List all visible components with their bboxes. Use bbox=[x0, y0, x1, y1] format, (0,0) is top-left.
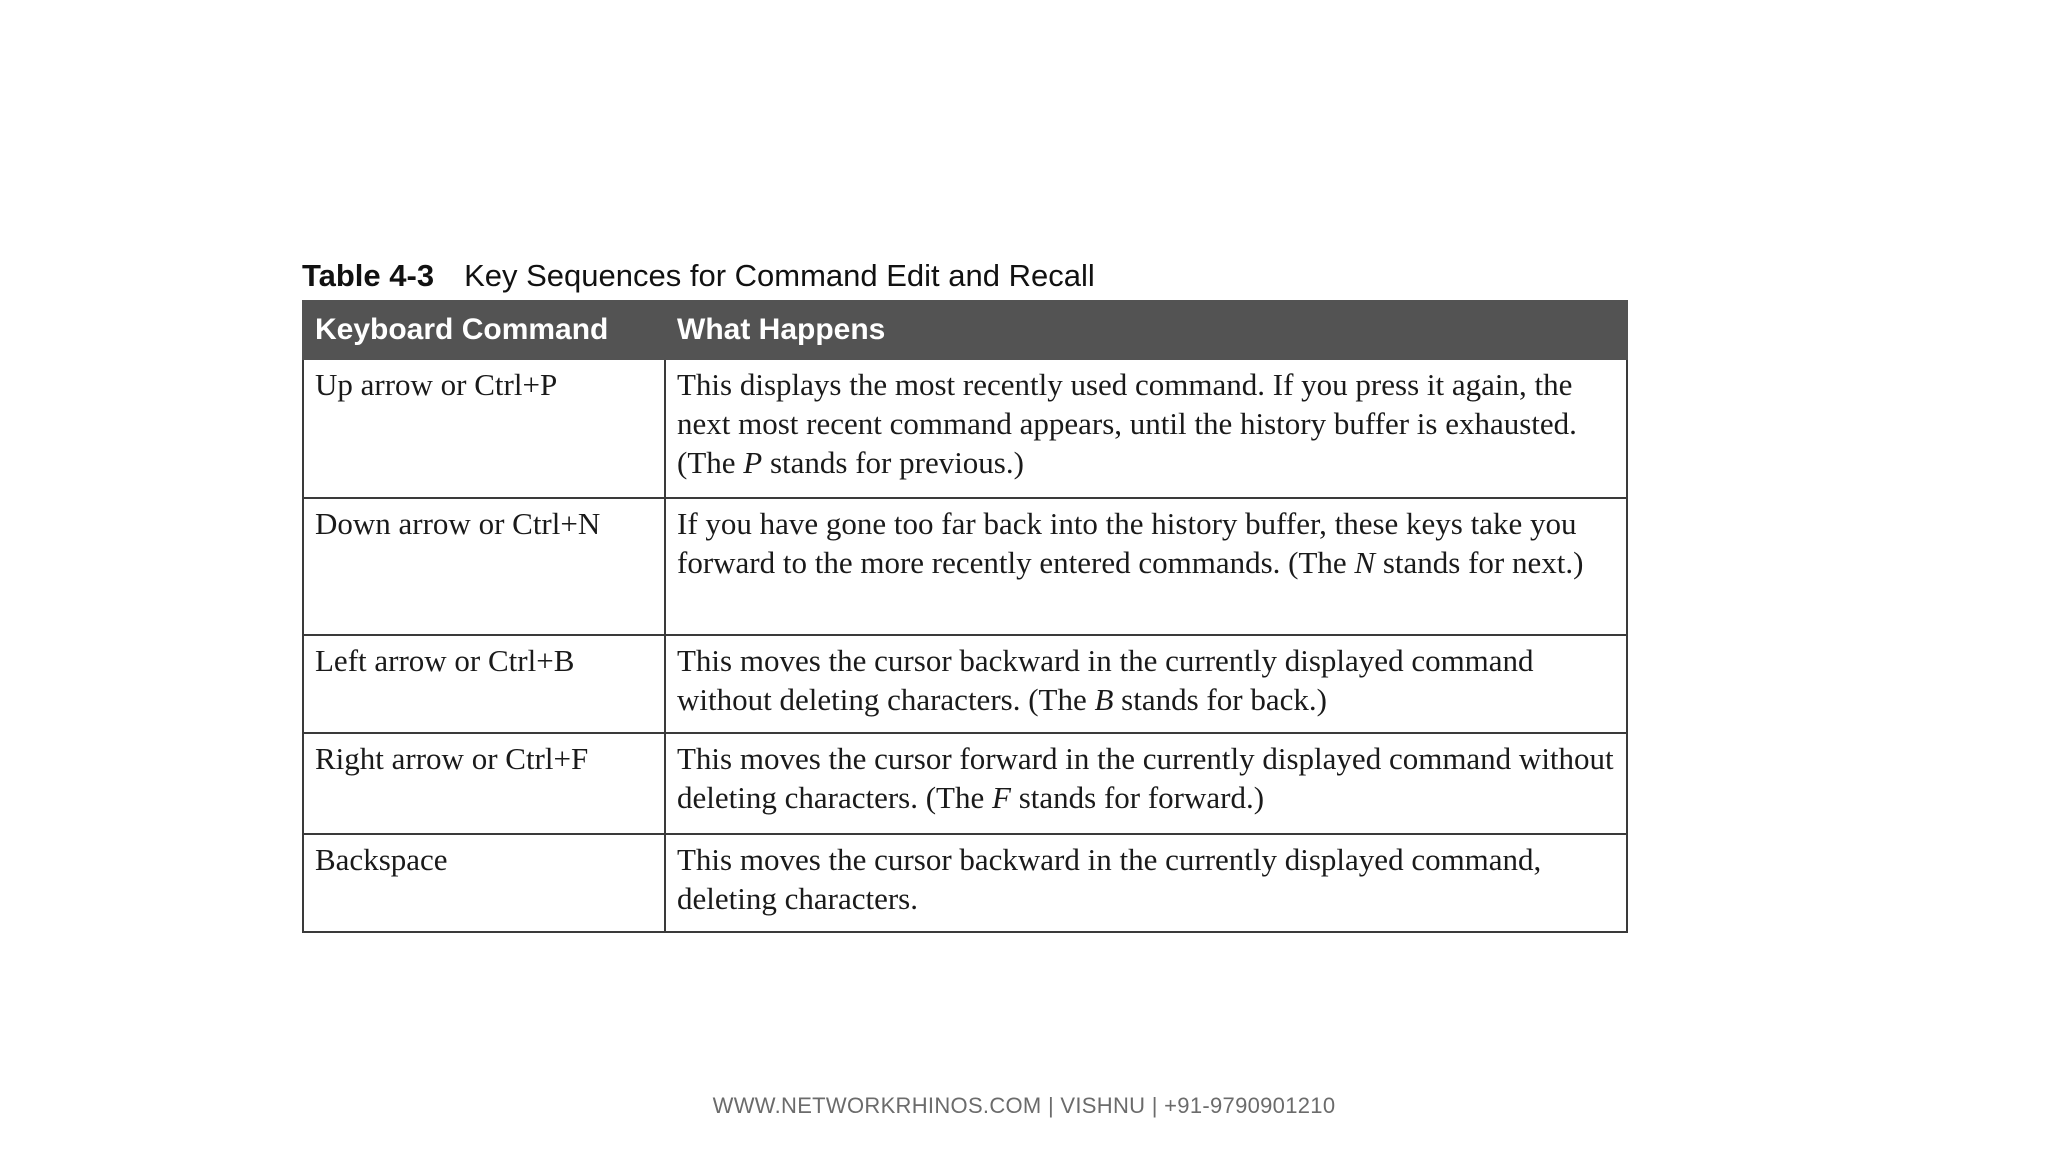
header-what-happens: What Happens bbox=[665, 301, 1627, 359]
table-title: Key Sequences for Command Edit and Recall bbox=[464, 258, 1095, 293]
what-happens-cell bbox=[665, 834, 1627, 932]
description-text: stands for forward.) bbox=[1010, 780, 1265, 815]
footer-contact: WWW.NETWORKRHINOS.COM | VISHNU | +91-9790901210 bbox=[712, 1093, 1336, 1118]
description-key-letter: P bbox=[743, 445, 763, 480]
table-row bbox=[303, 834, 1627, 932]
table-caption bbox=[302, 256, 1626, 296]
description-key-letter: F bbox=[992, 780, 1011, 815]
what-happens-cell bbox=[665, 733, 1627, 834]
description-text: This displays the most recently used command. If you press it again, the next most recent command appears, until the history buffer is exhausted. (The bbox=[677, 367, 1577, 480]
description-text: This moves the cursor backward in the currently displayed command, deleting characters. bbox=[677, 842, 1542, 916]
table-row bbox=[303, 733, 1627, 834]
description-text: stands for back.) bbox=[1113, 682, 1327, 717]
table-row bbox=[303, 498, 1627, 635]
key-sequences-table bbox=[302, 300, 1628, 933]
keyboard-command-cell: Down arrow or Ctrl+N bbox=[303, 498, 665, 635]
description-key-letter: B bbox=[1094, 682, 1114, 717]
table-row bbox=[303, 635, 1627, 733]
table-number: Table 4-3 bbox=[302, 258, 435, 293]
header-keyboard-command: Keyboard Command bbox=[303, 301, 665, 359]
table-row bbox=[303, 359, 1627, 498]
description-text: stands for previous.) bbox=[762, 445, 1024, 480]
what-happens-cell bbox=[665, 635, 1627, 733]
what-happens-cell bbox=[665, 498, 1627, 635]
description-text: stands for next.) bbox=[1375, 545, 1584, 580]
keyboard-command-cell: Left arrow or Ctrl+B bbox=[303, 635, 665, 733]
keyboard-command-cell: Right arrow or Ctrl+F bbox=[303, 733, 665, 834]
what-happens-cell bbox=[665, 359, 1627, 498]
keyboard-command-cell: Up arrow or Ctrl+P bbox=[303, 359, 665, 498]
description-text: This moves the cursor backward in the currently displayed command without deleting characters. (The bbox=[677, 643, 1534, 717]
description-text: If you have gone too far back into the history buffer, these keys take you forward to the more recently entered commands. (The bbox=[677, 506, 1577, 580]
table-header-row bbox=[303, 301, 1627, 359]
description-key-letter: N bbox=[1354, 545, 1376, 580]
table-block bbox=[302, 256, 1626, 933]
keyboard-command-cell: Backspace bbox=[303, 834, 665, 932]
description-text: This moves the cursor forward in the currently displayed command without deleting characters. (The bbox=[677, 741, 1614, 815]
